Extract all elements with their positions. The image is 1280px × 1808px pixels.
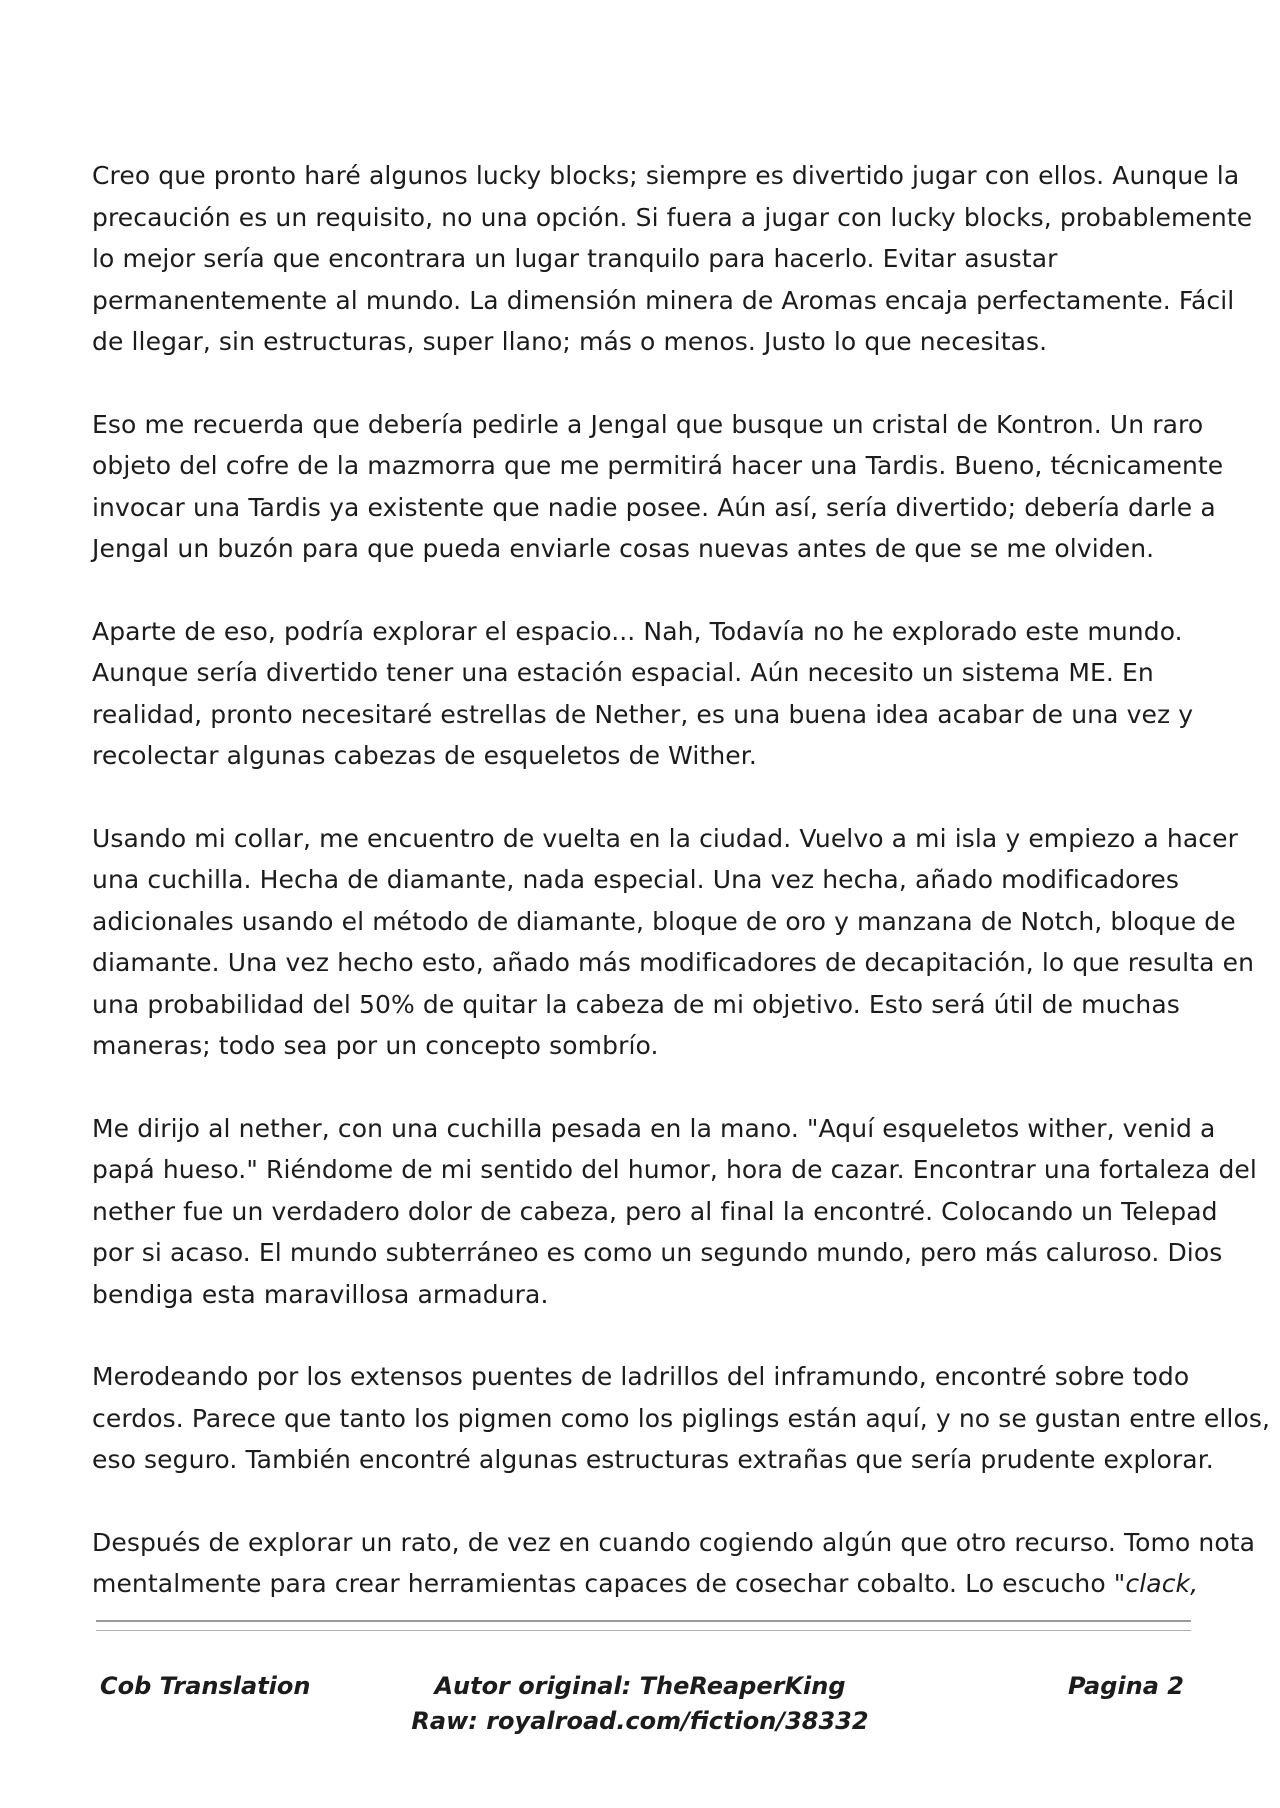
- paragraph-2: [92, 404, 1224, 570]
- paragraph-3: [92, 611, 1202, 777]
- footer-divider-secondary: [96, 1630, 1191, 1631]
- text-line: una cuchilla. Hecha de diamante, nada especial. Una vez hecha, añado modificadores: [92, 865, 1180, 894]
- text-line: cerdos. Parece que tanto los pigmen como los piglings están aquí, y no se gustan entre ellos,: [92, 1403, 1271, 1433]
- footer-translator: Cob Translation: [100, 1672, 311, 1700]
- text-line: una probabilidad del 50% de quitar la cabeza de mi objetivo. Esto será útil de muchas: [92, 989, 1180, 1019]
- text-line: Merodeando por los extensos puentes de ladrillos del inframundo, encontré sobre todo: [92, 1362, 1190, 1391]
- body-text: [92, 155, 1271, 1646]
- text-line: objeto del cofre de la mazmorra que me permitirá hacer una Tardis. Bueno, técnicamente: [92, 451, 1224, 480]
- paragraph-5: [92, 1108, 1257, 1316]
- text-line: Después de explorar un rato, de vez en cuando cogiendo algún que otro recurso. Tomo nota: [92, 1527, 1256, 1557]
- footer-page-number: Pagina 2: [1068, 1672, 1184, 1700]
- paragraph-7: [92, 1522, 1256, 1605]
- text-line: de llegar, sin estructuras, super llano; más o menos. Justo lo que necesitas.: [92, 327, 1048, 356]
- text-line: recolectar algunas cabezas de esqueletos de Wither.: [92, 741, 757, 770]
- text-line: por si acaso. El mundo subterráneo es como un segundo mundo, pero más caluroso. Dios: [92, 1238, 1223, 1267]
- text-line: lo mejor sería que encontrara un lugar tranquilo para hacerlo. Evitar asustar: [92, 244, 1058, 273]
- text-line: Aunque sería divertido tener una estación espacial. Aún necesito un sistema ME. En: [92, 658, 1154, 687]
- text-line: precaución es un requisito, no una opción. Si fuera a jugar con lucky blocks, probablemente: [92, 202, 1253, 232]
- text-line: invocar una Tardis ya existente que nadie posee. Aún así, sería divertido; debería darle a: [92, 492, 1216, 522]
- text-line: diamante. Una vez hecho esto, añado más modificadores de decapitación, lo que resulta en: [92, 948, 1255, 977]
- paragraph-4: [92, 818, 1255, 1067]
- footer-original-author: Autor original: TheReaperKing: [434, 1672, 846, 1700]
- text-line: permanentemente al mundo. La dimensión minera de Aromas encaja perfectamente. Fácil: [92, 285, 1235, 315]
- text-line: adicionales usando el método de diamante, bloque de oro y manzana de Notch, bloque de: [92, 906, 1236, 936]
- text-line: Aparte de eso, podría explorar el espacio... Nah, Todavía no he explorado este mundo.: [92, 616, 1183, 646]
- text-line: Me dirijo al nether, con una cuchilla pesada en la mano. "Aquí esqueletos wither, venid a: [92, 1113, 1216, 1143]
- text-line: realidad, pronto necesitaré estrellas de Nether, es una buena idea acabar de una vez y: [92, 699, 1194, 729]
- text-line: nether fue un verdadero dolor de cabeza, pero al final la encontré. Colocando un Telepad: [92, 1196, 1218, 1226]
- text-line: Usando mi collar, me encuentro de vuelta en la ciudad. Vuelvo a mi isla y empiezo a hacer: [92, 823, 1238, 853]
- italic-fragment: clack,: [1125, 1569, 1199, 1598]
- footer-divider: [96, 1620, 1191, 1622]
- text-line: papá hueso." Riéndome de mi sentido del humor, hora de cazar. Encontrar una fortaleza del: [92, 1155, 1257, 1184]
- text-line: [92, 1563, 1202, 1605]
- text-line: bendiga esta maravillosa armadura.: [92, 1279, 549, 1309]
- text-fragment: mentalmente para crear herramientas capaces de cosechar cobalto. Lo escucho ": [92, 1569, 1126, 1598]
- text-line: maneras; todo sea por un concepto sombrío.: [92, 1031, 659, 1060]
- text-line: Creo que pronto haré algunos lucky blocks; siempre es divertido jugar con ellos. Aunque la: [92, 161, 1240, 190]
- text-line: Eso me recuerda que debería pedirle a Jengal que busque un cristal de Kontron. Un raro: [92, 409, 1204, 439]
- footer-raw-source: Raw: royalroad.com/fiction/38332: [411, 1707, 869, 1735]
- paragraph-6: [92, 1356, 1271, 1481]
- text-line: Jengal un buzón para que pueda enviarle cosas nuevas antes de que se me olviden.: [92, 534, 1155, 563]
- paragraph-1: [92, 155, 1253, 363]
- text-line: eso seguro. También encontré algunas estructuras extrañas que sería prudente explorar.: [92, 1445, 1214, 1474]
